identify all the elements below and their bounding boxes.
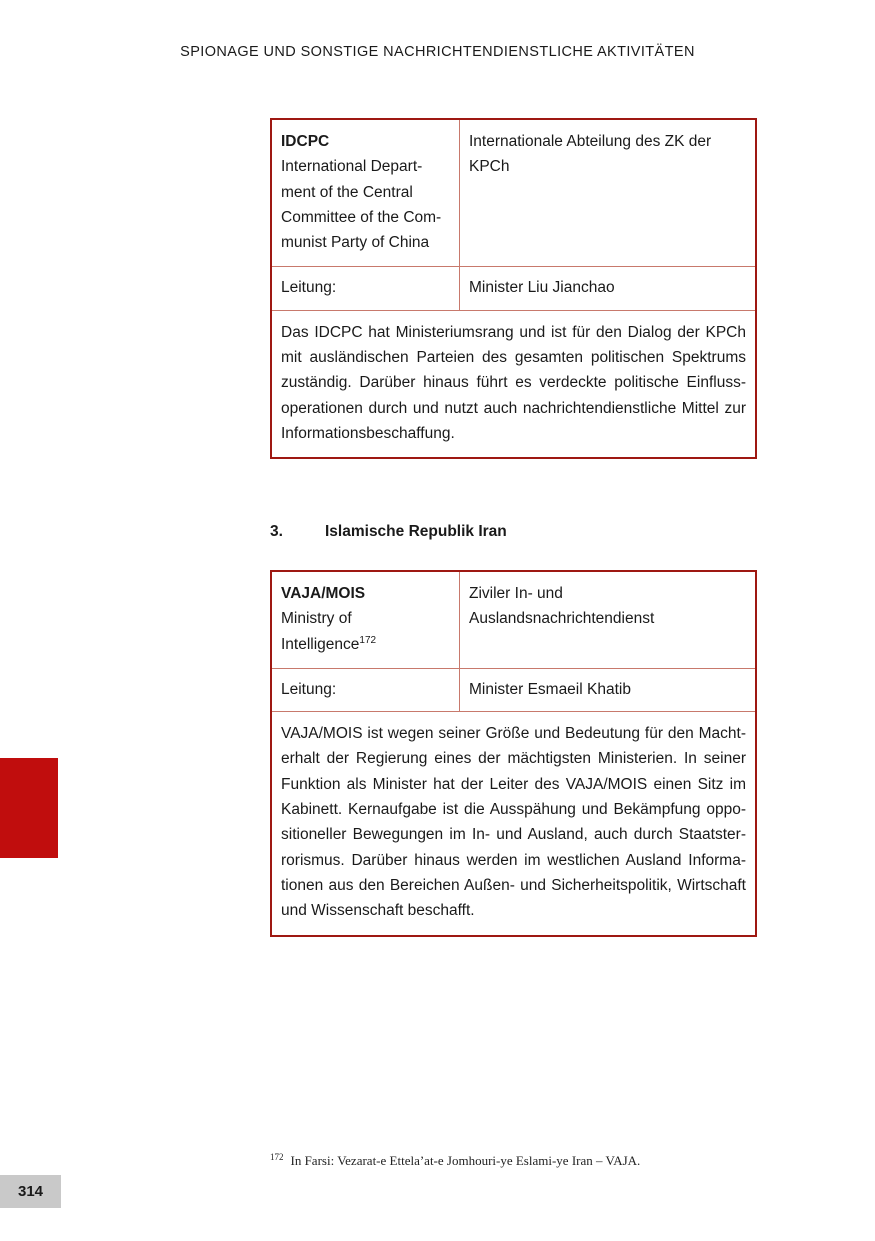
margin-accent-block [0, 758, 58, 858]
agency-name-line: munist Party of China [281, 234, 430, 252]
agency-german-name-line: Auslandsnachrichtendienst [469, 610, 655, 628]
leadership-value: Minister Liu Jianchao [469, 279, 615, 297]
leadership-label: Leitung: [272, 267, 460, 309]
agency-description: Das IDCPC hat Ministeriumsrang und ist für den Dialog der KPCh mit ausländischen Parteien des gesamten politischen Spektrums zuständig. Darüber hinaus führt es verdeckte politische Einflussoperationen durch und nutzt auch nachrichtendienstliche Mittel zur Informationsbeschaffung. [272, 310, 755, 457]
infobox-leadership-row [272, 266, 755, 309]
agency-name-line: Committee of the Com- [281, 208, 442, 226]
infobox-leadership-row [272, 668, 755, 711]
leadership-label: Leitung: [272, 669, 460, 711]
agency-german-name-line: KPCh [469, 158, 510, 176]
agency-abbreviation: IDCPC [281, 133, 330, 150]
section-title: Islamische Republik Iran [325, 523, 507, 540]
footnote-reference: 172 [359, 634, 377, 646]
agency-german-name-cell [460, 120, 755, 266]
infobox-idcpc [270, 118, 757, 459]
agency-name-line: International Depart- [281, 158, 423, 176]
agency-name-text: Intelligence [281, 635, 360, 653]
footnote [270, 1152, 760, 1170]
agency-german-name-line: Ziviler In- und [469, 585, 563, 602]
agency-german-name-line: Internationale Abteilung des ZK der [469, 133, 712, 150]
footnote-marker: 172 [270, 1151, 284, 1162]
page-number: 314 [0, 1175, 61, 1208]
agency-name-line: Ministry of [281, 610, 352, 628]
infobox-name-row [272, 572, 755, 668]
section-number: 3. [270, 523, 283, 540]
infobox-vaja-mois [270, 570, 757, 937]
agency-name-line: ment of the Central [281, 183, 413, 201]
section-heading [270, 521, 507, 543]
agency-name-cell [272, 120, 460, 266]
infobox-name-row [272, 120, 755, 266]
leadership-value: Minister Esmaeil Khatib [469, 680, 631, 698]
agency-name-cell [272, 572, 460, 668]
running-header: SPIONAGE UND SONSTIGE NACHRICHTENDIENSTLICHE AKTIVITÄTEN [180, 44, 695, 60]
agency-name-line [281, 632, 450, 657]
footnote-text: In Farsi: Vezarat-e Ettela’at-e Jomhouri-ye Eslami-ye Iran – VAJA. [290, 1153, 641, 1168]
agency-german-name-cell [460, 572, 755, 668]
agency-description: VAJA/MOIS ist wegen seiner Größe und Bedeutung für den Machterhalt der Regierung eines der mächtigsten Ministerien. In seiner Funktion als Minister hat der Leiter des VAJA/MOIS einen Sitz im Kabinett. Kernaufgabe ist die Ausspähung und Bekämpfung oppositioneller Bewegungen im In- und Ausland, auch durch Staatsterrorismus. Darüber hinaus werden im westlichen Ausland Informationen aus den Bereichen Außen- und Sicherheitspolitik, Wirtschaft und Wissenschaft beschafft. [272, 711, 755, 934]
agency-abbreviation: VAJA/MOIS [281, 585, 366, 602]
